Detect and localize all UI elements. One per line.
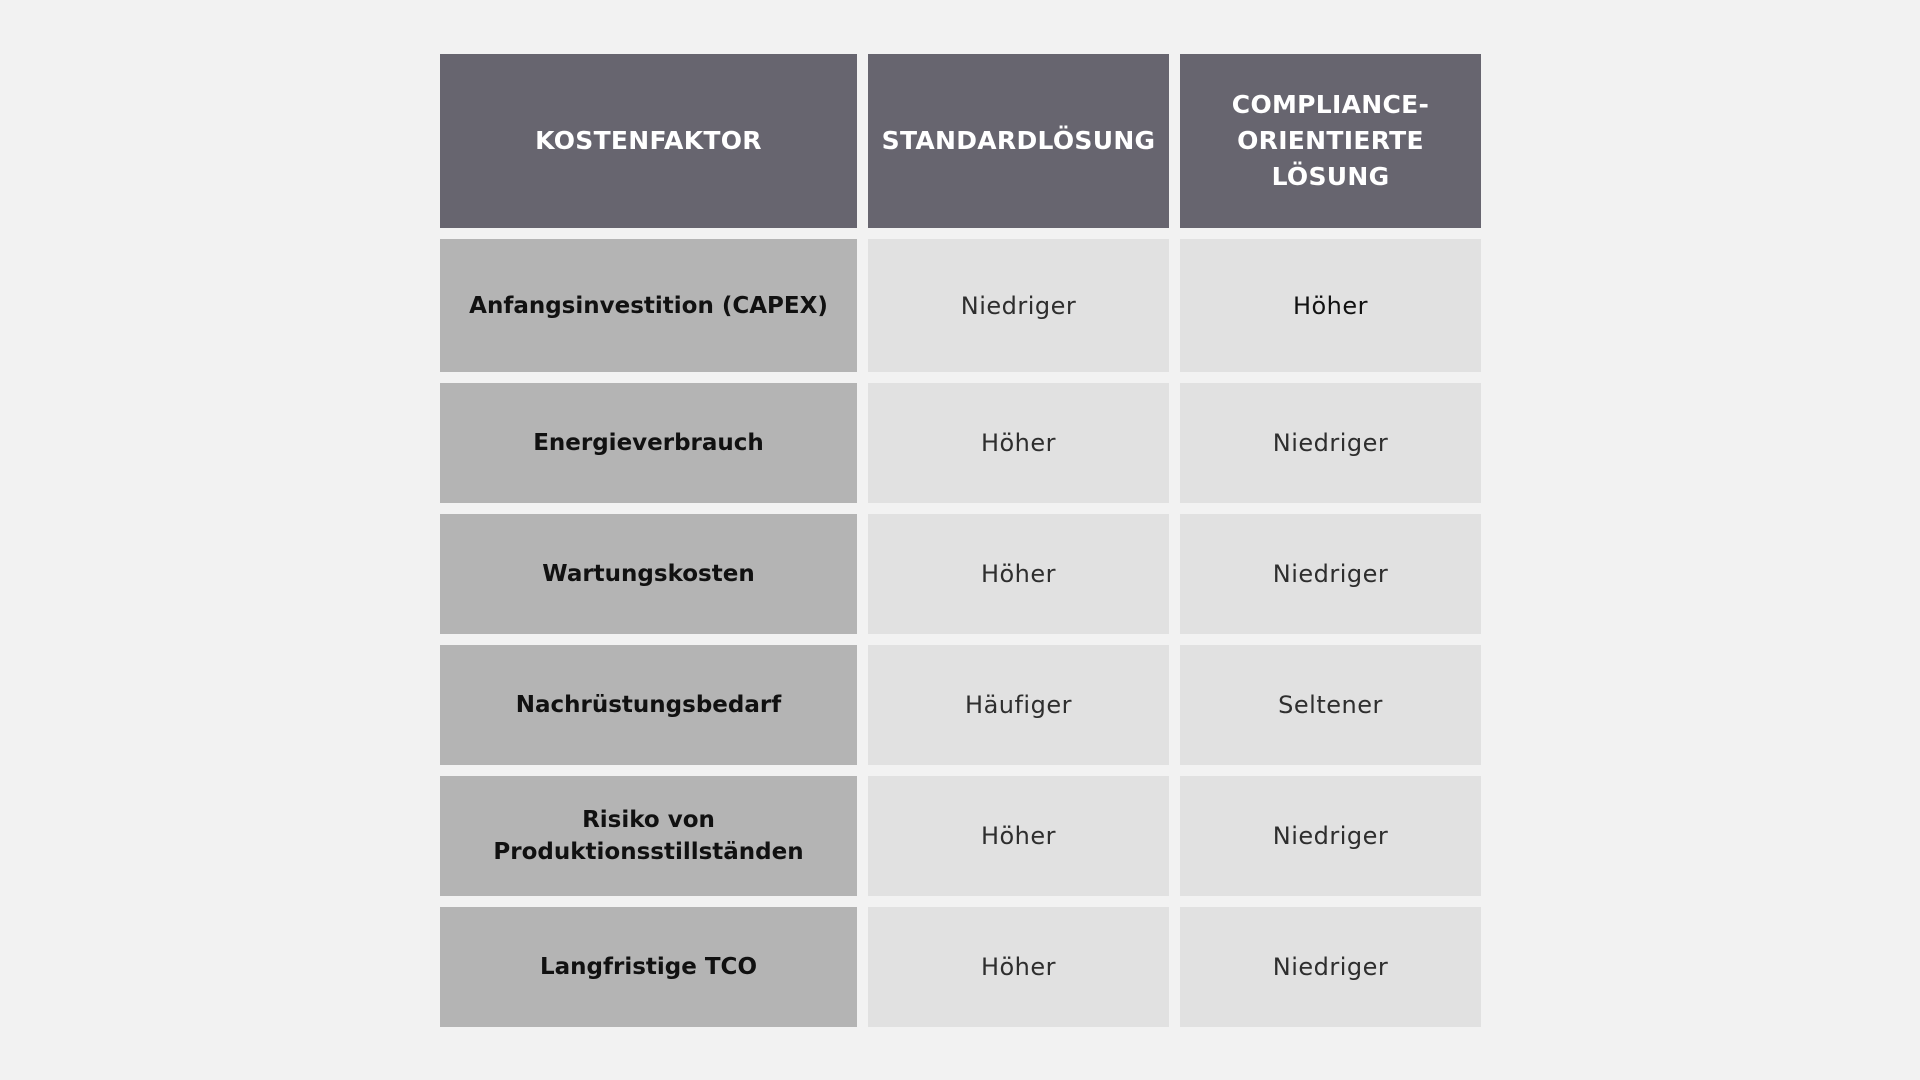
cost-comparison-table [440, 54, 1481, 1027]
row-label: Wartungskosten [440, 514, 857, 634]
row-standard-value: Niedriger [868, 239, 1169, 372]
row-compliance-value: Niedriger [1180, 514, 1481, 634]
row-label-text: Risiko von Produktionsstillständen [493, 807, 804, 865]
row-compliance-value: Niedriger [1180, 907, 1481, 1027]
row-standard-value: Höher [868, 907, 1169, 1027]
row-label: Nachrüstungsbedarf [440, 645, 857, 765]
row-label [440, 776, 857, 896]
row-label: Energieverbrauch [440, 383, 857, 503]
header-compliance-loesung [1180, 54, 1481, 228]
header-compliance-text: COMPLIANCE-ORIENTIERTE LÖSUNG [1231, 90, 1430, 191]
header-kostenfaktor: KOSTENFAKTOR [440, 54, 857, 228]
row-compliance-value: Seltener [1180, 645, 1481, 765]
row-standard-value: Höher [868, 383, 1169, 503]
row-standard-value: Häufiger [868, 645, 1169, 765]
row-label: Langfristige TCO [440, 907, 857, 1027]
row-compliance-value: Höher [1180, 239, 1481, 372]
row-label: Anfangsinvestition (CAPEX) [440, 239, 857, 372]
header-standardloesung: STANDARDLÖSUNG [868, 54, 1169, 228]
row-standard-value: Höher [868, 776, 1169, 896]
row-standard-value: Höher [868, 514, 1169, 634]
row-compliance-value: Niedriger [1180, 776, 1481, 896]
row-compliance-value: Niedriger [1180, 383, 1481, 503]
